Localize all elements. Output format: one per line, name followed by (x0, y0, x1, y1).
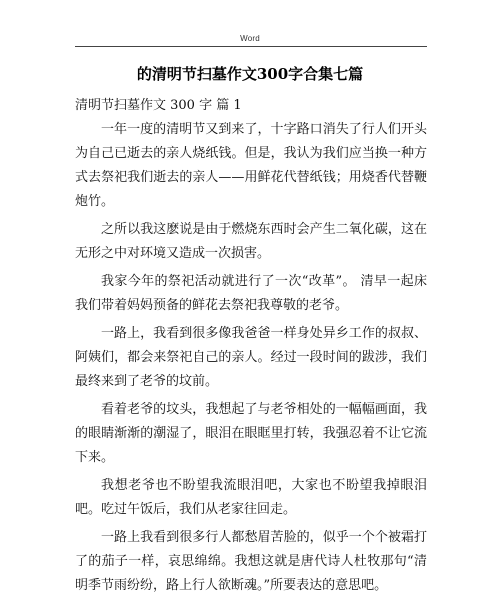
section-heading: 清明节扫墓作文 300 字 篇 1 (75, 98, 242, 113)
document-title: 的清明节扫墓作文300字合集七篇 (136, 65, 364, 83)
header-divider (75, 46, 427, 47)
paragraph: 之所以我这麽说是由于燃烧东西时会产生二氧化碳，这在无形之中对环境又造成一次损害。 (75, 222, 427, 261)
paragraph: 我想老爷也不盼望我流眼泪吧，大家也不盼望我掉眼泪吧。吃过午饭后，我们从老家往回走。 (75, 478, 427, 517)
paragraph: 我家今年的祭祀活动就进行了一次“改革”。 清早一起床我们带着妈妈预备的鲜花去祭祀我尊敬的老爷。 (75, 274, 427, 313)
paragraph: 一路上我看到很多行人都愁眉苦脸的，似乎一个个被霜打了的茄子一样，哀思绵绵。我想这就是唐代诗人杜牧那句“清明季节雨纷纷，路上行人欲断魂。”所要表达的意思吧。 (75, 530, 427, 593)
paragraph: 看着老爷的坟头，我想起了与老爷相处的一幅幅画面，我的眼睛渐渐的潮湿了，眼泪在眼眶里打转，我强忍着不让它流下来。 (75, 402, 427, 465)
paragraph: 一年一度的清明节又到来了，十字路口消失了行人们开头为自己已逝去的亲人烧纸钱。但是，我认为我们应当换一种方式去祭祀我们逝去的亲人——用鲜花代替纸钱；用烧香代替鞭炮竹。 (75, 122, 427, 209)
document-body (75, 118, 427, 598)
paragraph: 一路上，我看到很多像我爸爸一样身处异乡工作的叔叔、阿姨们，都会来祭祀自己的亲人。经过一段时间的跋涉，我们最终来到了老爷的坟前。 (75, 326, 427, 389)
page-header: Word (240, 34, 260, 43)
